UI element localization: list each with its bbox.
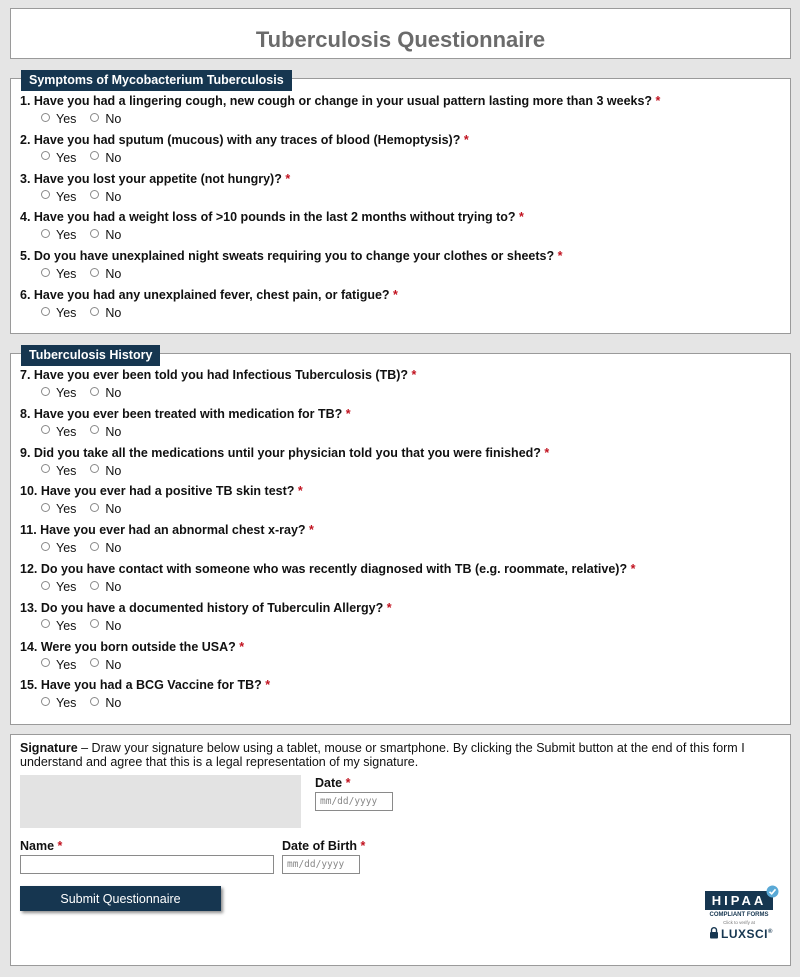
option-no-label: No [105,541,122,556]
radio-yes[interactable] [41,425,50,434]
hipaa-title: HIPAA [711,893,767,908]
question-text [20,484,303,498]
brand-text: LUXSCI [721,927,769,941]
option-yes[interactable] [41,149,76,163]
required-mark: * [463,132,469,147]
option-yes[interactable] [41,304,76,318]
yes-no-options [41,110,135,124]
radio-no[interactable] [90,190,99,199]
hipaa-subtitle: COMPLIANT FORMS [709,912,769,918]
yes-no-options [41,462,135,476]
option-yes[interactable] [41,500,77,517]
required-mark: * [265,678,271,693]
option-yes-label: Yes [56,580,77,594]
radio-yes[interactable] [41,229,50,238]
question-label: 14. Were you born outside the USA? [20,639,236,654]
lock-icon [709,927,719,939]
option-no[interactable] [90,188,121,202]
option-yes-label: Yes [56,306,77,320]
yes-no-options [41,539,135,556]
radio-no[interactable] [90,697,99,706]
radio-yes[interactable] [41,619,50,628]
option-no[interactable] [90,423,121,437]
required-mark: * [239,639,245,654]
question-label: 7. Have you ever been told you had Infectious Tuberculosis (TB)? [20,368,409,382]
question-label: 9. Did you take all the medications until your physician told you that you were finished? [20,445,541,460]
radio-yes[interactable] [41,190,50,199]
submit-button[interactable]: Submit Questionnaire [20,886,221,911]
option-yes-label: Yes [56,112,77,126]
yes-no-options [41,149,135,163]
question-text [20,678,270,692]
option-no[interactable] [90,304,121,318]
option-no[interactable] [90,462,121,476]
required-mark: * [519,210,524,225]
question-label: 11. Have you ever had an abnormal chest x-ray? [20,523,306,538]
option-no[interactable] [90,539,122,556]
radio-yes[interactable] [41,387,50,396]
radio-no[interactable] [90,658,99,667]
required-mark: * [544,445,550,460]
history-section [10,348,791,725]
required-mark: * [345,406,351,421]
question-label: 6. Have you had any unexplained fever, chest pain, or fatigue? [20,288,390,302]
yes-no-options [41,384,135,398]
option-yes[interactable] [41,265,77,282]
radio-no[interactable] [90,113,99,122]
option-no-label: No [105,696,122,711]
option-no-label: No [105,306,122,320]
option-no-label: No [105,150,122,165]
option-no-label: No [105,386,122,400]
required-mark: * [386,600,392,615]
option-no[interactable] [90,656,121,670]
section-label-symptoms: Symptoms of Mycobacterium Tuberculosis [21,70,292,91]
radio-yes[interactable] [41,542,50,551]
option-yes-label: Yes [56,463,77,478]
name-field[interactable] [20,855,274,874]
yes-no-options [41,226,135,243]
question-text [20,523,314,537]
radio-no[interactable] [90,619,99,628]
radio-yes[interactable] [41,151,50,160]
signature-text: – Draw your signature below using a tablet, mouse or smartphone. By clicking the Submit button at the end of this form I understand and agree that this is a legal representation of my signature. [20,741,745,769]
radio-yes[interactable] [41,581,50,590]
radio-no[interactable] [90,581,99,590]
date-placeholder: mm/dd/yyyy [320,796,378,807]
question-label: 4. Have you had a weight loss of >10 pounds in the last 2 months without trying to? [20,210,516,225]
option-no-label: No [105,657,122,672]
question-text [20,446,549,460]
required-mark: * [57,839,63,853]
required-mark: * [393,288,398,302]
signature-pad[interactable] [20,775,301,828]
signature-instructions [20,741,785,769]
name-label [20,839,62,853]
radio-yes[interactable] [41,503,50,512]
yes-no-options [41,694,135,711]
radio-yes[interactable] [41,113,50,122]
option-yes-label: Yes [56,696,77,711]
brand-mark: ® [768,929,773,935]
option-no[interactable] [90,578,121,592]
yes-no-options [41,617,135,631]
option-yes[interactable] [41,539,77,556]
option-no[interactable] [90,110,121,124]
option-yes[interactable] [41,656,76,670]
option-yes-label: Yes [56,424,77,439]
radio-yes[interactable] [41,658,50,667]
option-yes[interactable] [41,226,77,243]
option-no[interactable] [90,500,122,517]
hipaa-badge[interactable] [701,885,781,945]
radio-yes[interactable] [41,464,50,473]
page-title: Tuberculosis Questionnaire [255,26,546,52]
option-yes[interactable] [41,617,76,631]
yes-no-options [41,304,135,318]
required-mark: * [360,839,366,853]
yes-no-options [41,188,135,202]
question-text [20,288,398,302]
name-label-text: Name [20,839,55,853]
signature-section [10,734,791,966]
dob-placeholder: mm/dd/yyyy [287,859,345,870]
option-no[interactable] [90,617,121,631]
option-no-label: No [105,463,122,478]
radio-yes[interactable] [41,307,50,316]
radio-yes[interactable] [41,268,50,277]
hipaa-note: Click to verify at [723,920,755,925]
yes-no-options [41,423,135,437]
option-yes-label: Yes [56,228,77,243]
required-mark: * [557,249,563,264]
option-yes[interactable] [41,423,76,437]
radio-no[interactable] [90,229,99,238]
question-text [20,640,244,654]
option-yes-label: Yes [56,502,77,517]
radio-no[interactable] [90,503,99,512]
option-yes[interactable] [41,188,76,202]
option-yes-label: Yes [56,541,77,556]
question-text [20,407,351,421]
option-yes[interactable] [41,578,76,592]
radio-no[interactable] [90,151,99,160]
question-text [20,172,290,186]
question-label: 13. Do you have a documented history of Tuberculin Allergy? [20,600,384,615]
question-label: 1. Have you had a lingering cough, new cough or change in your usual pattern lasting more than 3 weeks? [20,94,653,108]
radio-no[interactable] [90,387,99,396]
option-yes-label: Yes [56,657,77,672]
option-no[interactable] [90,149,121,163]
option-no-label: No [105,502,122,517]
dob-field[interactable] [282,855,360,874]
check-badge-icon [766,885,779,898]
radio-no[interactable] [90,425,99,434]
luxsci-brand [721,927,773,941]
option-yes-label: Yes [56,189,77,204]
required-mark: * [345,776,351,790]
question-label: 8. Have you ever been treated with medication for TB? [20,406,343,421]
signature-heading: Signature [20,741,78,755]
option-yes-label: Yes [56,618,77,633]
option-yes[interactable] [41,694,77,711]
section-label-history: Tuberculosis History [21,345,160,366]
yes-no-options [41,656,135,670]
option-yes[interactable] [41,462,76,476]
yes-no-options [41,265,135,282]
option-yes-label: Yes [56,267,77,282]
question-text [20,133,469,147]
required-mark: * [309,523,314,538]
yes-no-options [41,500,135,517]
radio-no[interactable] [90,464,99,473]
option-no-label: No [105,228,122,243]
option-yes[interactable] [41,110,76,124]
symptoms-section [10,73,791,334]
question-text [20,249,563,263]
question-label: 3. Have you lost your appetite (not hungry)? [20,171,282,186]
option-no-label: No [105,580,122,594]
question-label: 2. Have you had sputum (mucous) with any traces of blood (Hemoptysis)? [20,132,461,147]
radio-no[interactable] [90,542,99,551]
required-mark: * [655,94,661,108]
option-no[interactable] [90,694,122,711]
required-mark: * [297,484,303,499]
option-no-label: No [105,112,122,126]
option-no-label: No [105,424,122,439]
radio-no[interactable] [90,268,99,277]
required-mark: * [630,562,636,576]
option-no-label: No [105,267,122,282]
dob-label-text: Date of Birth [282,839,357,853]
option-no-label: No [105,189,122,204]
question-label: 10. Have you ever had a positive TB skin test? [20,484,295,499]
option-yes-label: Yes [56,386,77,400]
option-yes[interactable] [41,384,76,398]
radio-yes[interactable] [41,697,50,706]
question-label: 15. Have you had a BCG Vaccine for TB? [20,678,262,693]
question-text [20,210,524,224]
yes-no-options [41,578,135,592]
question-text [20,94,660,108]
required-mark: * [285,171,291,186]
option-no-label: No [105,618,122,633]
radio-no[interactable] [90,307,99,316]
question-label: 12. Do you have contact with someone who was recently diagnosed with TB (e.g. roommate, relative)? [20,562,628,576]
required-mark: * [411,368,417,382]
option-no[interactable] [90,226,122,243]
hipaa-title-box [705,891,773,910]
question-label: 5. Do you have unexplained night sweats requiring you to change your clothes or sheets? [20,249,555,264]
option-no[interactable] [90,384,121,398]
title-panel [10,8,791,59]
option-yes-label: Yes [56,150,77,165]
option-no[interactable] [90,265,122,282]
dob-label [282,839,365,853]
date-label [315,776,350,790]
date-field[interactable] [315,792,393,811]
date-label-text: Date [315,776,343,790]
question-text [20,368,416,382]
question-text [20,601,392,615]
question-text [20,562,635,576]
